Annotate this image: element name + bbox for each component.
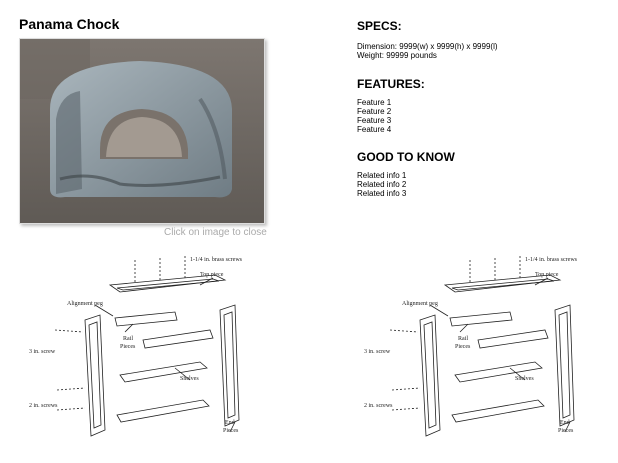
label-2in-screws: 2 in. screws xyxy=(29,403,58,409)
assembly-diagram-left xyxy=(25,250,265,450)
specs-heading: SPECS: xyxy=(357,19,402,33)
label-alignment-peg: Alignment peg xyxy=(67,301,103,307)
close-image-caption[interactable]: Click on image to close xyxy=(164,227,267,238)
label-brass-screws: 1-1/4 in. brass screws xyxy=(525,257,577,263)
label-rail-pieces: Rail xyxy=(123,336,133,342)
good-to-know-heading: GOOD TO KNOW xyxy=(357,150,455,164)
label-end-pieces: Pieces xyxy=(558,428,574,434)
label-end-pieces: End xyxy=(225,420,235,426)
product-title: Panama Chock xyxy=(19,16,120,32)
product-photo[interactable] xyxy=(19,38,265,224)
label-rail-pieces: Pieces xyxy=(455,344,471,350)
label-shelves: Shelves xyxy=(180,376,199,382)
label-alignment-peg: Alignment peg xyxy=(402,301,438,307)
feature-item: Feature 4 xyxy=(357,125,392,134)
feature-item: Feature 2 xyxy=(357,107,392,116)
related-info-item: Related info 1 xyxy=(357,171,407,180)
label-end-pieces: Pieces xyxy=(223,428,239,434)
assembly-diagram-right xyxy=(360,250,600,450)
spec-dimension: Dimension: 9999(w) x 9999(h) x 9999(l) xyxy=(357,42,498,51)
label-rail-pieces: Rail xyxy=(458,336,468,342)
feature-item: Feature 3 xyxy=(357,116,392,125)
panama-chock-image[interactable] xyxy=(20,39,265,224)
label-shelves: Shelves xyxy=(515,376,534,382)
label-2in-screws: 2 in. screws xyxy=(364,403,393,409)
features-heading: FEATURES: xyxy=(357,77,425,91)
label-top-piece: Top piece xyxy=(535,272,559,278)
feature-item: Feature 1 xyxy=(357,98,392,107)
label-top-piece: Top piece xyxy=(200,272,224,278)
label-rail-pieces: Pieces xyxy=(120,344,136,350)
label-3in-screw: 3 in. screw xyxy=(29,349,56,355)
spec-weight: Weight: 99999 pounds xyxy=(357,51,437,60)
label-end-pieces: End xyxy=(560,420,570,426)
related-info-item: Related info 2 xyxy=(357,180,407,189)
label-3in-screw: 3 in. screw xyxy=(364,349,391,355)
label-brass-screws: 1-1/4 in. brass screws xyxy=(190,257,242,263)
related-info-item: Related info 3 xyxy=(357,189,407,198)
